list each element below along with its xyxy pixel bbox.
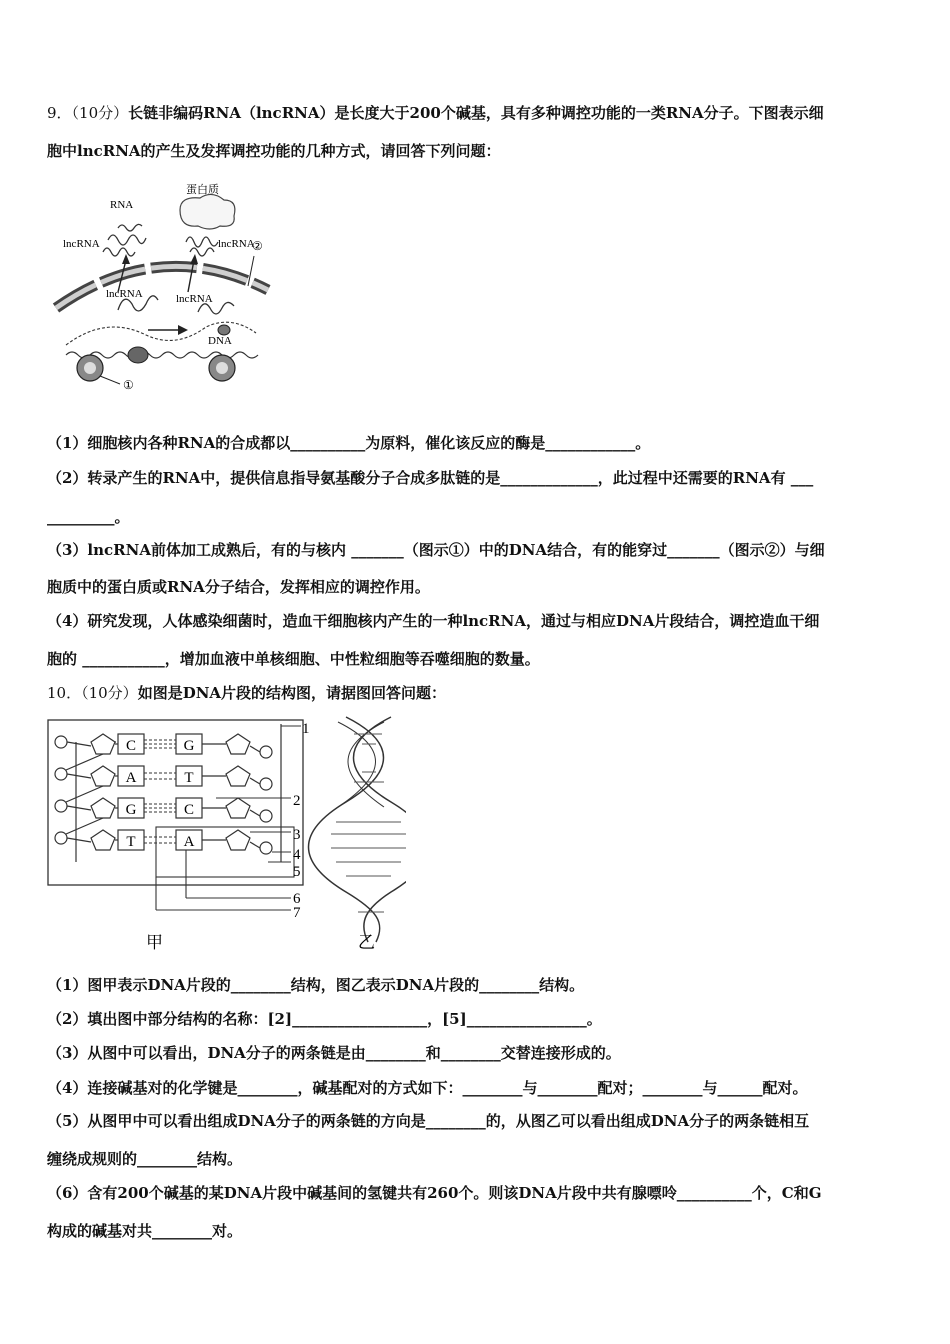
q10-sub5-line-1: （5）从图甲中可以看出组成DNA分子的两条链的方向是________的，从图乙可以看出组成DNA分子的两条链相互 xyxy=(47,1112,810,1130)
q10-sub5-line-2: 缠绕成规则的________结构。 xyxy=(47,1150,243,1168)
q9-sub3-line-1: （3）lncRNA前体加工成熟后，有的与核内 _______（图示①）中的DNA结合，有的能穿过_______（图示②）与细 xyxy=(47,541,825,559)
q10-number: 10． xyxy=(47,684,82,702)
label-lncrna-top-right: lncRNA xyxy=(218,238,255,250)
label-marker-1: ① xyxy=(123,378,134,392)
q10-sub1: （1）图甲表示DNA片段的________结构，图乙表示DNA片段的________结构。 xyxy=(47,976,585,994)
num-5: 5 xyxy=(293,864,301,880)
q9-sub4-line-2: 胞的 ___________，增加血液中单核细胞、中性粒细胞等吞噬细胞的数量。 xyxy=(47,650,540,668)
caption-jia: 甲 xyxy=(146,933,163,952)
q9-sub3-line-2: 胞质中的蛋白质或RNA分子结合，发挥相应的调控作用。 xyxy=(47,578,430,596)
base-right-1: G xyxy=(183,738,195,754)
num-1: 1 xyxy=(302,721,310,737)
base-left-2: A xyxy=(125,770,137,786)
num-6: 6 xyxy=(293,891,301,907)
q10-stem-text: 如图是DNA片段的结构图，请据图回答问题： xyxy=(137,684,447,702)
base-right-3: C xyxy=(183,802,195,818)
lncrna-figure xyxy=(48,180,278,395)
q9-stem-text-1: 长链非编码RNA（lncRNA）是长度大于200个碱基，具有多种调控功能的一类RNA分子。下图表示细 xyxy=(128,104,824,122)
label-lncrna-top-left: lncRNA xyxy=(63,238,100,250)
q9-sub2-line-1: （2）转录产生的RNA中，提供信息指导氨基酸分子合成多肽链的是_____________，此过程中还需要的RNA有 ___ xyxy=(47,469,814,487)
q10-stem-line xyxy=(47,682,446,703)
num-3: 3 xyxy=(293,827,301,843)
q10-sub6-line-2: 构成的碱基对共________对。 xyxy=(47,1222,243,1240)
q10-sub2: （2）填出图中部分结构的名称：[2]__________________，[5]________________。 xyxy=(47,1010,602,1028)
base-left-4: T xyxy=(126,834,136,850)
q10-sub6-line-1: （6）含有200个碱基的某DNA片段中碱基间的氢键共有260个。则该DNA片段中共有腺嘌呤__________个，C和G xyxy=(47,1184,822,1202)
q9-sub4-line-1: （4）研究发现，人体感染细菌时，造血干细胞核内产生的一种lncRNA，通过与相应DNA片段结合，调控造血干细 xyxy=(47,612,820,630)
q10-sub3: （3）从图中可以看出，DNA分子的两条链是由________和________交替连接形成的。 xyxy=(47,1044,621,1062)
q9-sub2-line-2: _________。 xyxy=(47,508,130,526)
num-4: 4 xyxy=(293,847,301,863)
base-right-2: T xyxy=(184,770,194,786)
q9-stem-line-2: 胞中lncRNA的产生及发挥调控功能的几种方式，请回答下列问题： xyxy=(47,142,501,160)
dna-structure-figure xyxy=(46,712,406,957)
q9-sub1: （1）细胞核内各种RNA的合成都以__________为原料，催化该反应的酶是____________。 xyxy=(47,434,651,452)
label-dna: DNA xyxy=(208,335,232,347)
label-lncrna-mid-left: lncRNA xyxy=(106,288,143,300)
label-lncrna-mid-right: lncRNA xyxy=(176,293,213,305)
caption-yi: 乙 xyxy=(358,933,375,952)
q9-points: （10分） xyxy=(71,104,129,122)
label-marker-2: ② xyxy=(252,239,263,253)
q10-sub4: （4）连接碱基对的化学键是________，碱基配对的方式如下：________与________配对；________与______配对。 xyxy=(47,1079,808,1097)
base-left-3: G xyxy=(125,802,137,818)
label-protein: 蛋白质 xyxy=(186,184,219,196)
q9-stem-line-1 xyxy=(47,102,824,123)
num-7: 7 xyxy=(293,905,301,921)
label-rna: RNA xyxy=(110,199,134,211)
base-left-1: C xyxy=(125,738,137,754)
num-2: 2 xyxy=(293,793,301,809)
base-right-4: A xyxy=(183,834,195,850)
q9-number: 9． xyxy=(47,104,72,122)
q10-points: （10分） xyxy=(81,684,138,702)
